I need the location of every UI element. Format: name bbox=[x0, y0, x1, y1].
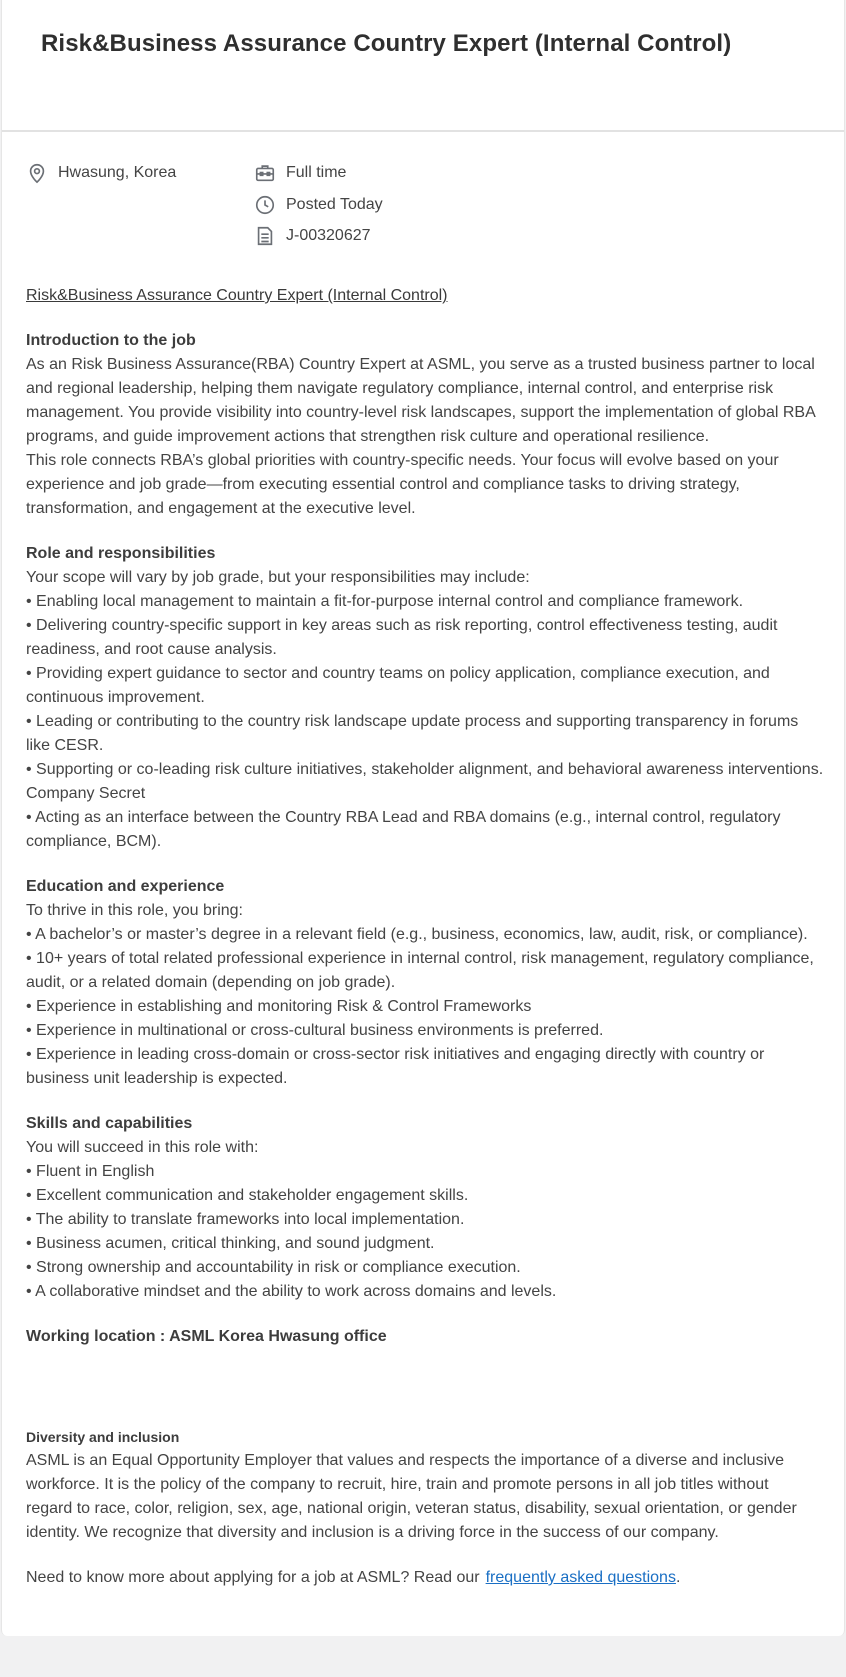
faq-suffix: . bbox=[675, 1569, 681, 1586]
text-line: ASML is an Equal Opportunity Employer that values and respects the importance of a diverse and inclusive bbox=[26, 1452, 785, 1469]
skills-title: Skills and capabilities bbox=[26, 1115, 193, 1132]
text-line: • The ability to translate frameworks into local implementation. bbox=[26, 1211, 465, 1228]
role-section bbox=[26, 542, 826, 854]
text-line: • Fluent in English bbox=[26, 1163, 155, 1180]
text-line: compliance, BCM). bbox=[26, 833, 162, 850]
text-line: As an Risk Business Assurance(RBA) Country Expert at ASML, you serve as a trusted business partner to local bbox=[26, 356, 815, 373]
location-text: Hwasung, Korea bbox=[58, 164, 177, 181]
text-line: • 10+ years of total related professional experience in internal control, risk management, regulatory compliance, bbox=[26, 950, 814, 967]
text-line: • Acting as an interface between the Country RBA Lead and RBA domains (e.g., internal control, regulatory bbox=[26, 809, 781, 826]
diversity-lines bbox=[26, 1449, 826, 1545]
meta-job-id bbox=[254, 225, 371, 247]
job-id-text: J-00320627 bbox=[286, 227, 371, 244]
intro-title: Introduction to the job bbox=[26, 332, 196, 349]
text-line: and regional leadership, helping them navigate regulatory compliance, internal control, and enterprise risk bbox=[26, 380, 774, 397]
working-location: Working location : ASML Korea Hwasung office bbox=[26, 1328, 387, 1345]
text-line: • Business acumen, critical thinking, and sound judgment. bbox=[26, 1235, 435, 1252]
text-line: • Providing expert guidance to sector and country teams on policy application, compliance execution, and bbox=[26, 665, 770, 682]
text-line: • A bachelor’s or master’s degree in a relevant field (e.g., business, economics, law, audit, risk, or compliance). bbox=[26, 926, 808, 943]
text-line: • Leading or contributing to the country risk landscape update process and supporting transparency in forums bbox=[26, 713, 799, 730]
text-line: identity. We recognize that diversity and inclusion is a driving force in the success of our company. bbox=[26, 1524, 719, 1541]
text-line: • Strong ownership and accountability in risk or compliance execution. bbox=[26, 1259, 521, 1276]
text-line: This role connects RBA’s global priorities with country-specific needs. Your focus will evolve based on your bbox=[26, 452, 779, 469]
meta-job-type bbox=[254, 162, 346, 184]
text-line: audit, or a related domain (depending on job grade). bbox=[26, 974, 396, 991]
text-line: regard to race, color, religion, sex, age, national origin, veteran status, disability, sexual orientation, or gender bbox=[26, 1500, 797, 1517]
text-line: • Experience in multinational or cross-cultural business environments is preferred. bbox=[26, 1022, 604, 1039]
text-line: Your scope will vary by job grade, but your responsibilities may include: bbox=[26, 569, 530, 586]
diversity-title: Diversity and inclusion bbox=[26, 1429, 180, 1445]
education-lines bbox=[26, 899, 826, 1091]
text-line: • Experience in establishing and monitoring Risk & Control Frameworks bbox=[26, 998, 532, 1015]
text-line: • Experience in leading cross-domain or cross-sector risk initiatives and engaging directly with country or bbox=[26, 1046, 765, 1063]
job-detail-card bbox=[1, 0, 845, 1636]
text-line: workforce. It is the policy of the company to recruit, hire, train and promote persons in all job titles without bbox=[26, 1476, 769, 1493]
intro-section bbox=[26, 329, 826, 521]
text-line: Company Secret bbox=[26, 785, 146, 802]
job-title: Risk&Business Assurance Country Expert (Internal Control) bbox=[41, 30, 732, 57]
text-line: continuous improvement. bbox=[26, 689, 205, 706]
text-line: To thrive in this role, you bring: bbox=[26, 902, 243, 919]
text-line: You will succeed in this role with: bbox=[26, 1139, 259, 1156]
faq-link[interactable]: frequently asked questions bbox=[485, 1569, 676, 1586]
meta-posted bbox=[254, 194, 383, 216]
meta-location bbox=[26, 162, 176, 184]
briefcase-icon bbox=[254, 162, 276, 184]
job-description bbox=[26, 284, 826, 1590]
text-line: • A collaborative mindset and the ability to work across domains and levels. bbox=[26, 1283, 557, 1300]
text-line: • Enabling local management to maintain a fit-for-purpose internal control and compliance framework. bbox=[26, 593, 744, 610]
faq-line bbox=[26, 1566, 826, 1590]
education-section bbox=[26, 875, 826, 1091]
role-lines bbox=[26, 566, 826, 854]
text-line: readiness, and root cause analysis. bbox=[26, 641, 277, 658]
skills-lines bbox=[26, 1136, 826, 1304]
location-pin-icon bbox=[26, 162, 48, 184]
job-type-text: Full time bbox=[286, 164, 347, 181]
role-title: Role and responsibilities bbox=[26, 545, 216, 562]
education-title: Education and experience bbox=[26, 878, 225, 895]
diversity-section bbox=[26, 1425, 826, 1545]
text-line: • Excellent communication and stakeholder engagement skills. bbox=[26, 1187, 469, 1204]
skills-section bbox=[26, 1112, 826, 1304]
clock-icon bbox=[254, 194, 276, 216]
text-line: • Delivering country-specific support in key areas such as risk reporting, control effectiveness testing, audit bbox=[26, 617, 778, 634]
job-title-link[interactable]: Risk&Business Assurance Country Expert (Internal Control) bbox=[26, 287, 448, 304]
text-line: transformation, and engagement at the executive level. bbox=[26, 500, 416, 517]
document-icon bbox=[254, 225, 276, 247]
text-line: • Supporting or co-leading risk culture initiatives, stakeholder alignment, and behavioral awareness interventions. bbox=[26, 761, 824, 778]
job-meta bbox=[2, 162, 844, 262]
text-line: business unit leadership is expected. bbox=[26, 1070, 288, 1087]
intro-lines bbox=[26, 353, 826, 521]
text-line: programs, and guide improvement actions that strengthen risk culture and operational resilience. bbox=[26, 428, 710, 445]
text-line: experience and job grade—from executing essential control and compliance tasks to driving strategy, bbox=[26, 476, 740, 493]
posted-text: Posted Today bbox=[286, 196, 383, 213]
text-line: like CESR. bbox=[26, 737, 104, 754]
faq-prefix: Need to know more about applying for a job at ASML? Read our bbox=[26, 1569, 480, 1586]
job-header bbox=[2, 0, 844, 132]
text-line: management. You provide visibility into country-level risk landscapes, support the implementation of global RBA bbox=[26, 404, 816, 421]
